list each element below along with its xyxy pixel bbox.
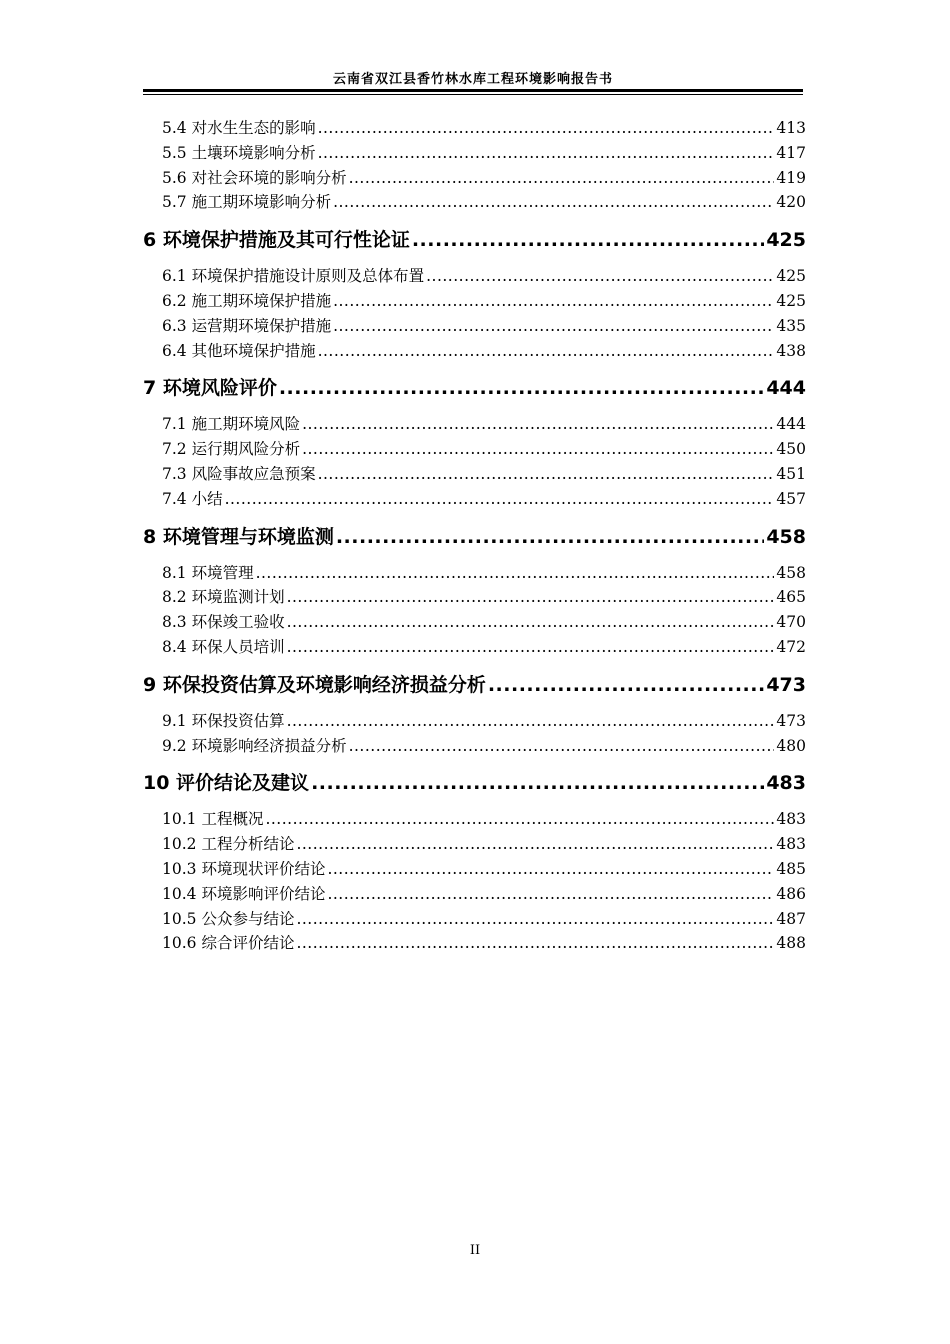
toc-dot-leader	[349, 166, 775, 191]
toc-dot-leader	[279, 375, 764, 401]
toc-entry-title: 8.2 环境监测计划	[162, 588, 285, 607]
toc-entry-page: 444	[776, 415, 806, 434]
toc-entry-title: 10.3 环境现状评价结论	[162, 859, 326, 878]
toc-entry-page: 488	[776, 934, 806, 953]
toc-entry-title: 10.4 环境影响评价结论	[162, 884, 326, 903]
toc-entry-page: 480	[776, 736, 806, 755]
page-number: II	[469, 1243, 481, 1258]
toc-entry-title: 10.5 公众参与结论	[162, 909, 295, 928]
toc-entry-title: 8.3 环保竣工验收	[162, 613, 285, 632]
toc-entry-title: 6.3 运营期环境保护措施	[162, 316, 332, 335]
toc-entry-title: 9.2 环境影响经济损益分析	[162, 736, 347, 755]
toc-dot-leader	[333, 190, 774, 215]
toc-dot-leader	[311, 770, 764, 796]
toc-entry-title: 7.3 风险事故应急预案	[162, 464, 316, 483]
toc-dot-leader	[318, 116, 775, 141]
toc-dot-leader	[349, 734, 775, 759]
toc-entry-title: 10 评价结论及建议	[143, 772, 310, 795]
toc-section-entry[interactable]	[143, 412, 806, 437]
toc-section-entry[interactable]	[143, 264, 806, 289]
toc-entry-title: 8 环境管理与环境监测	[143, 525, 334, 548]
toc-entry-page: 473	[776, 711, 806, 730]
header-rule-thick	[143, 89, 803, 92]
document-header-title: 云南省双江县香竹林水库工程环境影响报告书	[332, 72, 613, 87]
toc-dot-leader	[256, 561, 775, 586]
toc-section-entry[interactable]	[143, 141, 806, 166]
toc-entry-page: 451	[776, 464, 806, 483]
toc-entry-page: 483	[776, 810, 806, 829]
toc-dot-leader	[287, 635, 775, 660]
toc-entry-title: 7.4 小结	[162, 489, 223, 508]
toc-section-entry[interactable]	[143, 585, 806, 610]
toc-section-entry[interactable]	[143, 487, 806, 512]
toc-entry-page: 483	[776, 835, 806, 854]
toc-entry-page: 417	[776, 143, 806, 162]
toc-dot-leader	[287, 610, 775, 635]
toc-section-entry[interactable]	[143, 907, 806, 932]
toc-entry-page: 457	[776, 489, 806, 508]
toc-section-entry[interactable]	[143, 931, 806, 956]
toc-section-entry[interactable]	[143, 832, 806, 857]
toc-section-entry[interactable]	[143, 116, 806, 141]
toc-section-entry[interactable]	[143, 314, 806, 339]
toc-dot-leader	[318, 339, 775, 364]
toc-entry-page: 425	[776, 291, 806, 310]
toc-entry-page: 450	[776, 440, 806, 459]
toc-entry-page: 487	[776, 909, 806, 928]
toc-entry-title: 10.6 综合评价结论	[162, 934, 295, 953]
toc-entry-page: 458	[766, 525, 806, 548]
toc-entry-page: 465	[776, 588, 806, 607]
toc-dot-leader	[333, 314, 774, 339]
toc-section-entry[interactable]	[143, 339, 806, 364]
header-rule-thin	[143, 94, 803, 95]
toc-dot-leader	[287, 585, 775, 610]
toc-entry-page: 458	[776, 563, 806, 582]
toc-chapter-entry[interactable]	[143, 672, 806, 698]
toc-dot-leader	[302, 412, 774, 437]
toc-dot-leader	[296, 832, 774, 857]
toc-section-entry[interactable]	[143, 610, 806, 635]
toc-section-entry[interactable]	[143, 437, 806, 462]
toc-chapter-entry[interactable]	[143, 524, 806, 550]
toc-dot-leader	[327, 882, 774, 907]
toc-entry-page: 470	[776, 613, 806, 632]
toc-dot-leader	[318, 462, 775, 487]
toc-dot-leader	[225, 487, 775, 512]
toc-entry-title: 5.4 对水生生态的影响	[162, 119, 316, 137]
toc-entry-page: 472	[776, 637, 806, 656]
toc-dot-leader	[333, 289, 774, 314]
toc-chapter-entry[interactable]	[143, 770, 806, 796]
toc-entry-title: 9.1 环保投资估算	[162, 711, 285, 730]
toc-dot-leader	[327, 857, 774, 882]
toc-entry-page: 485	[776, 859, 806, 878]
toc-entry-title: 6.1 环境保护措施设计原则及总体布置	[162, 267, 425, 286]
toc-entry-title: 7 环境风险评价	[143, 377, 277, 400]
toc-dot-leader	[488, 672, 764, 698]
toc-section-entry[interactable]	[143, 734, 806, 759]
toc-dot-leader	[287, 709, 775, 734]
toc-entry-page: 483	[766, 772, 806, 795]
toc-dot-leader	[296, 907, 774, 932]
toc-section-entry[interactable]	[143, 709, 806, 734]
toc-entry-page: 438	[776, 341, 806, 360]
toc-section-entry[interactable]	[143, 857, 806, 882]
toc-section-entry[interactable]	[143, 462, 806, 487]
toc-section-entry[interactable]	[143, 635, 806, 660]
toc-entry-title: 6.4 其他环境保护措施	[162, 341, 316, 360]
toc-entry-title: 5.6 对社会环境的影响分析	[162, 168, 347, 187]
toc-entry-title: 5.5 土壤环境影响分析	[162, 143, 316, 162]
toc-dot-leader	[296, 931, 774, 956]
toc-dot-leader	[336, 524, 764, 550]
toc-chapter-entry[interactable]	[143, 227, 806, 253]
toc-chapter-entry[interactable]	[143, 375, 806, 401]
toc-section-entry[interactable]	[143, 807, 806, 832]
toc-section-entry[interactable]	[143, 561, 806, 586]
toc-entry-page: 420	[776, 193, 806, 212]
toc-dot-leader	[318, 141, 775, 166]
toc-entry-page: 444	[766, 377, 806, 400]
toc-entry-title: 10.2 工程分析结论	[162, 835, 295, 854]
toc-section-entry[interactable]	[143, 289, 806, 314]
toc-section-entry[interactable]	[143, 882, 806, 907]
toc-dot-leader	[412, 227, 764, 253]
toc-dot-leader	[265, 807, 774, 832]
toc-entry-title: 10.1 工程概况	[162, 810, 264, 829]
toc-dot-leader	[302, 437, 774, 462]
toc-section-entry[interactable]	[143, 190, 806, 215]
toc-section-entry[interactable]	[143, 166, 806, 191]
toc-entry-title: 8.4 环保人员培训	[162, 637, 285, 656]
toc-entry-title: 7.1 施工期环境风险	[162, 415, 301, 434]
toc-entry-page: 486	[776, 884, 806, 903]
toc-entry-page: 413	[776, 119, 806, 137]
toc-entry-title: 9 环保投资估算及环境影响经济损益分析	[143, 673, 486, 696]
toc-entry-page: 425	[776, 267, 806, 286]
toc-entry-title: 5.7 施工期环境影响分析	[162, 193, 332, 212]
toc-entry-title: 7.2 运行期风险分析	[162, 440, 301, 459]
table-of-contents	[143, 116, 806, 956]
toc-entry-title: 8.1 环境管理	[162, 563, 254, 582]
toc-entry-page: 435	[776, 316, 806, 335]
toc-entry-page: 473	[766, 673, 806, 696]
toc-dot-leader	[426, 264, 774, 289]
toc-entry-title: 6 环境保护措施及其可行性论证	[143, 229, 410, 252]
toc-entry-title: 6.2 施工期环境保护措施	[162, 291, 332, 310]
toc-entry-page: 425	[766, 229, 806, 252]
toc-entry-page: 419	[776, 168, 806, 187]
